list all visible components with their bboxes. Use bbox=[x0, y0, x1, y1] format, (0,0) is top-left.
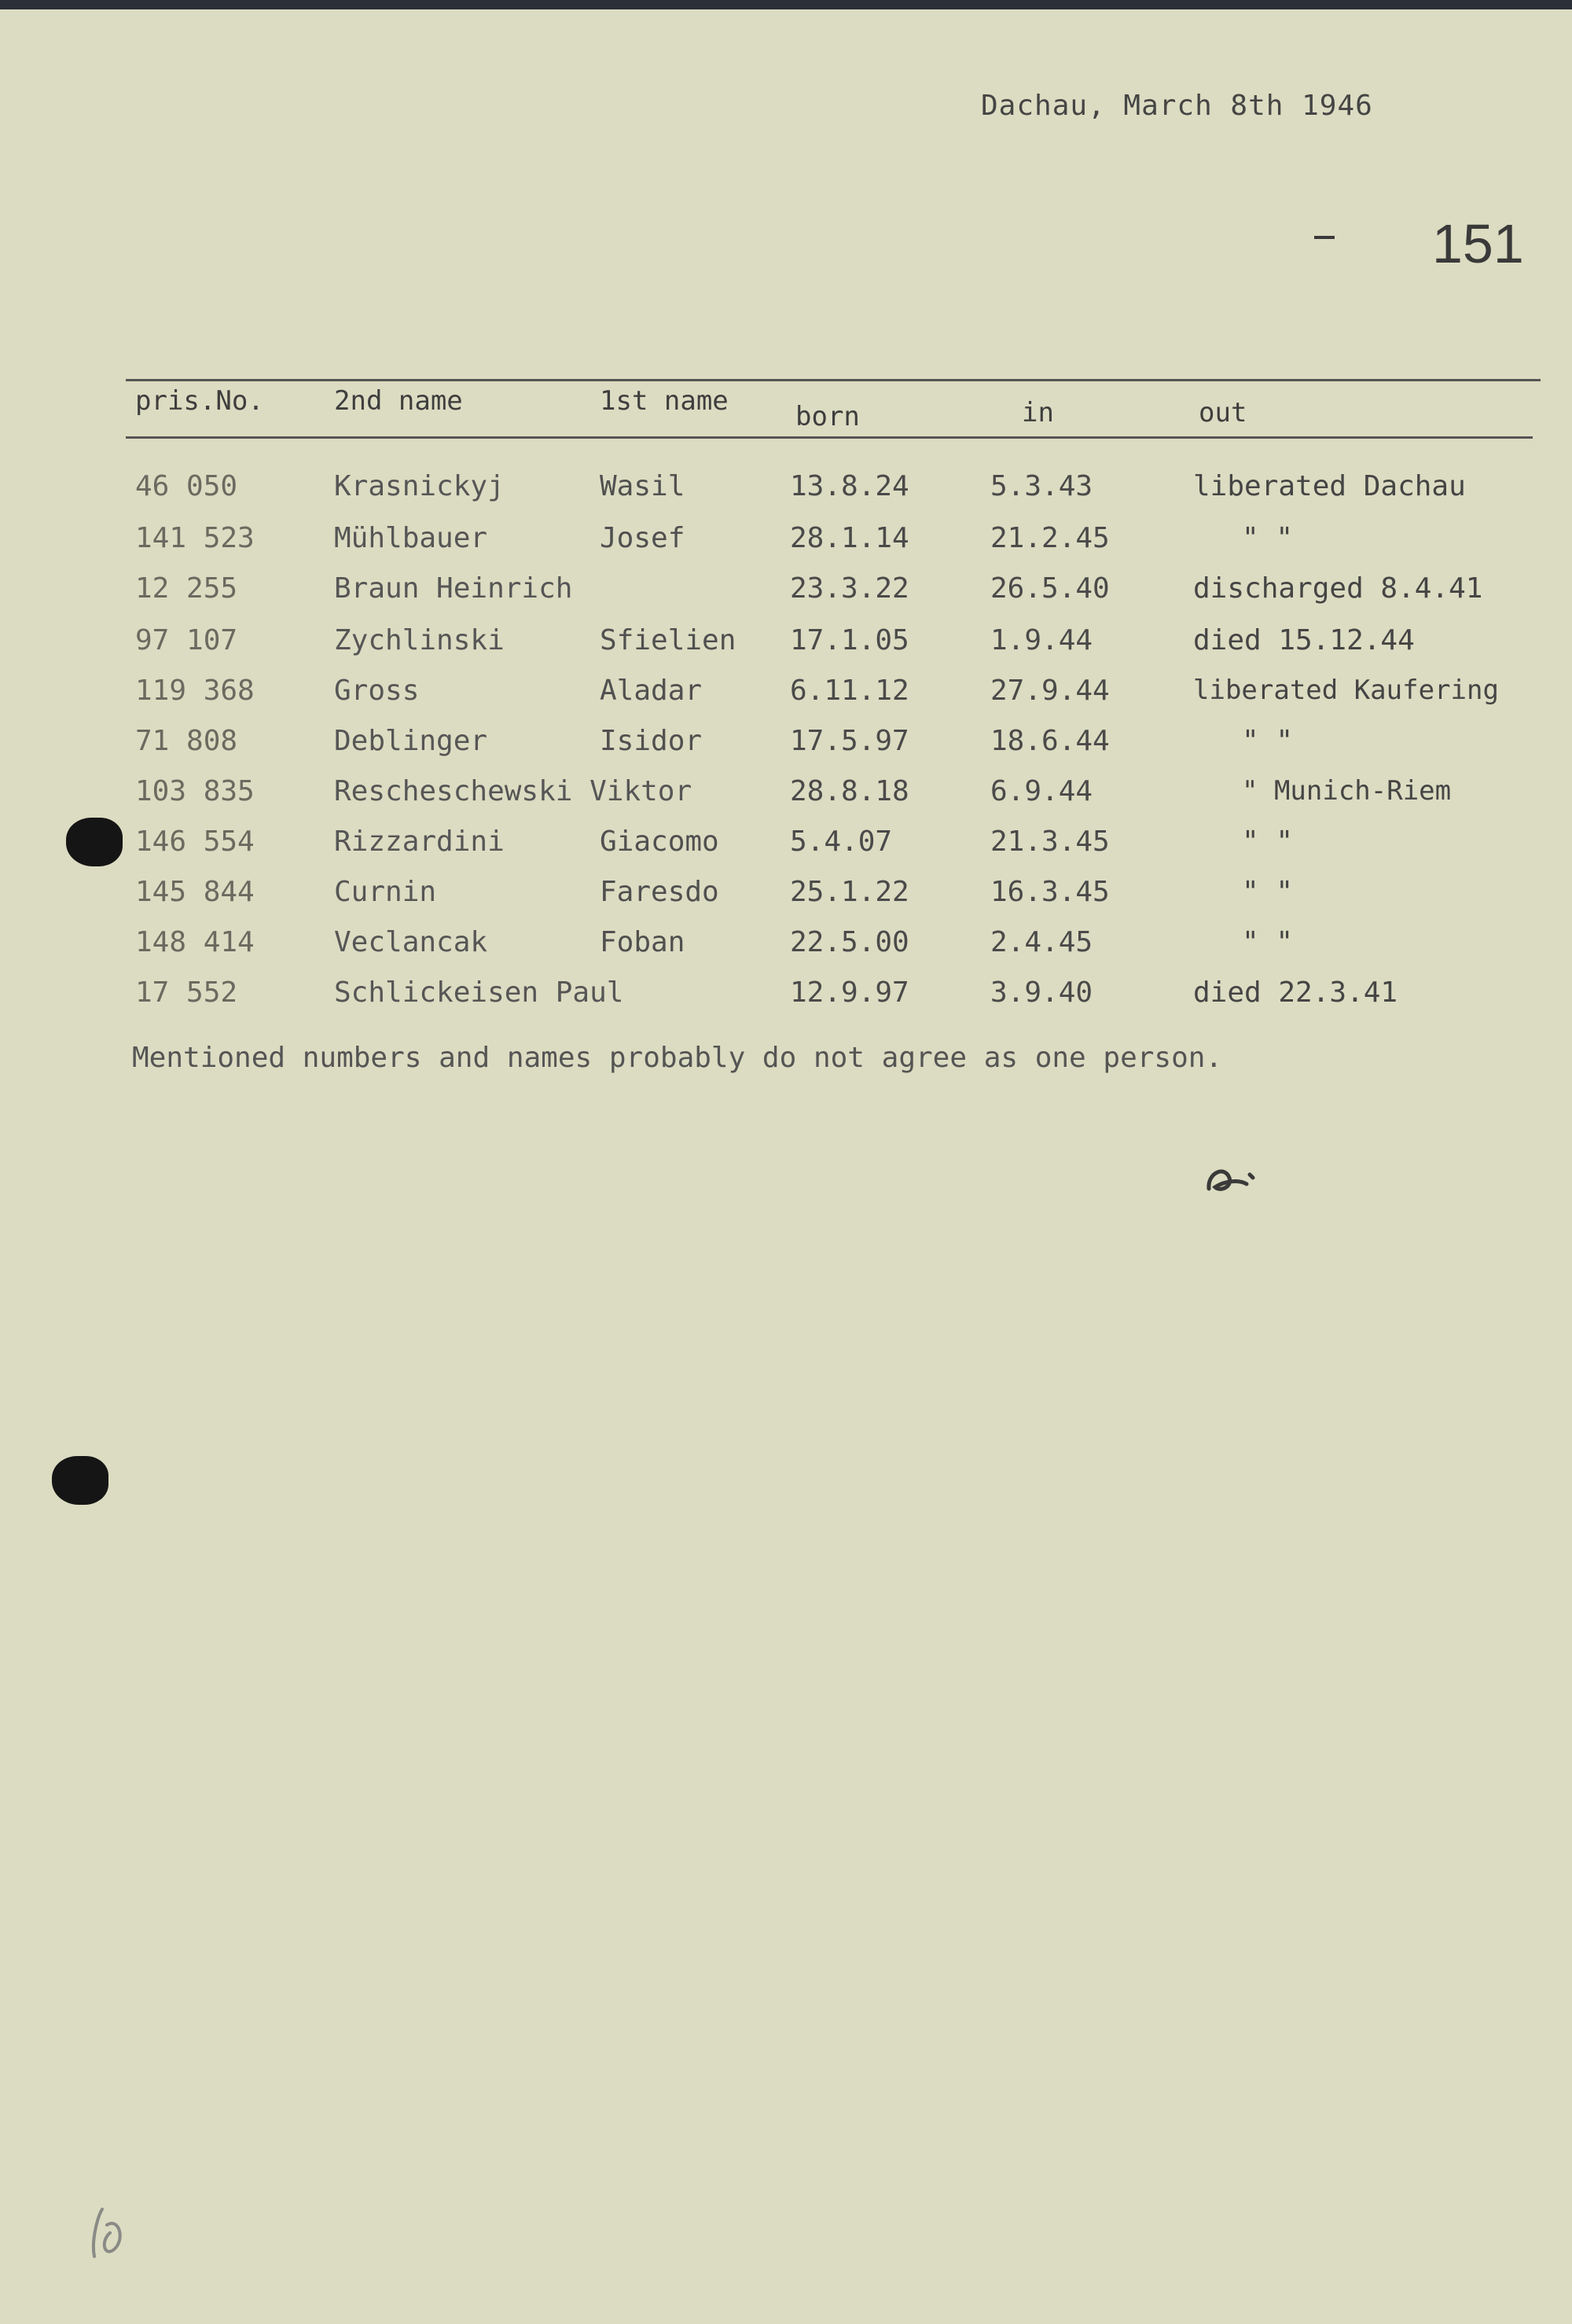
table-row-9-no: 148 414 bbox=[135, 926, 255, 958]
table-row-9-first-name: Foban bbox=[600, 926, 685, 958]
table-row-6-out: " Munich-Riem bbox=[1242, 775, 1452, 807]
table-row-7-out: " " bbox=[1242, 826, 1294, 858]
table-row-4-no: 119 368 bbox=[135, 675, 255, 707]
header-born: born bbox=[795, 401, 860, 432]
table-row-4-born: 6.11.12 bbox=[790, 675, 909, 707]
scan-edge bbox=[0, 0, 1572, 9]
table-row-1-in: 21.2.45 bbox=[990, 522, 1110, 554]
page-mark-dash bbox=[1314, 236, 1335, 239]
table-row-4-out: liberated Kaufering bbox=[1193, 675, 1499, 706]
table-row-2-in: 26.5.40 bbox=[990, 572, 1110, 605]
table-row-3-in: 1.9.44 bbox=[990, 624, 1093, 656]
table-row-0-out: liberated Dachau bbox=[1193, 470, 1466, 502]
table-row-6-born: 28.8.18 bbox=[790, 775, 909, 807]
table-row-6-no: 103 835 bbox=[135, 775, 255, 807]
table-row-0-in: 5.3.43 bbox=[990, 470, 1093, 502]
handwritten-mark bbox=[83, 2193, 138, 2264]
table-row-3-first-name: Sfielien bbox=[600, 624, 736, 656]
table-row-7-last-name: Rizzardini bbox=[334, 826, 505, 858]
table-row-0-no: 46 050 bbox=[135, 470, 238, 502]
table-row-1-no: 141 523 bbox=[135, 522, 255, 554]
footnote: Mentioned numbers and names probably do not agree as one person. bbox=[132, 1042, 1223, 1074]
header-pris-no: pris.No. bbox=[135, 385, 264, 417]
table-row-2-no: 12 255 bbox=[135, 572, 238, 605]
table-row-9-in: 2.4.45 bbox=[990, 926, 1093, 958]
table-row-1-born: 28.1.14 bbox=[790, 522, 909, 554]
table-row-8-no: 145 844 bbox=[135, 876, 255, 908]
table-header-rule bbox=[126, 436, 1533, 439]
table-row-9-last-name: Veclancak bbox=[334, 926, 488, 958]
table-row-0-born: 13.8.24 bbox=[790, 470, 909, 502]
table-row-3-out: died 15.12.44 bbox=[1193, 624, 1415, 656]
table-row-0-last-name: Krasnickyj bbox=[334, 470, 505, 502]
table-row-4-in: 27.9.44 bbox=[990, 675, 1110, 707]
table-row-3-last-name: Zychlinski bbox=[334, 624, 505, 656]
table-row-8-out: " " bbox=[1242, 876, 1294, 908]
table-row-8-first-name: Faresdo bbox=[600, 876, 719, 908]
table-row-2-out: discharged 8.4.41 bbox=[1193, 572, 1483, 605]
table-row-5-first-name: Isidor bbox=[600, 725, 703, 757]
table-row-5-in: 18.6.44 bbox=[990, 725, 1110, 757]
header-2nd-name: 2nd name bbox=[334, 385, 463, 417]
table-row-4-last-name: Gross bbox=[334, 675, 420, 707]
punch-hole bbox=[52, 1456, 108, 1505]
table-row-6-in: 6.9.44 bbox=[990, 775, 1093, 807]
table-top-rule bbox=[126, 379, 1541, 381]
table-row-7-no: 146 554 bbox=[135, 826, 255, 858]
table-row-5-out: " " bbox=[1242, 725, 1294, 757]
table-row-10-no: 17 552 bbox=[135, 976, 238, 1009]
table-row-8-in: 16.3.45 bbox=[990, 876, 1110, 908]
table-row-5-last-name: Deblinger bbox=[334, 725, 488, 757]
header-in: in bbox=[1022, 397, 1054, 428]
header-out: out bbox=[1199, 397, 1247, 428]
table-row-3-born: 17.1.05 bbox=[790, 624, 909, 656]
header-1st-name: 1st name bbox=[600, 385, 729, 417]
table-row-0-first-name: Wasil bbox=[600, 470, 685, 502]
table-row-5-no: 71 808 bbox=[135, 725, 238, 757]
table-row-9-out: " " bbox=[1242, 926, 1294, 958]
table-row-1-first-name: Josef bbox=[600, 522, 685, 554]
punch-hole bbox=[66, 818, 123, 866]
table-row-4-first-name: Aladar bbox=[600, 675, 703, 707]
page-number: 151 bbox=[1432, 213, 1524, 274]
table-row-2-last-name: Braun Heinrich bbox=[334, 572, 573, 605]
table-row-6-last-name: Rescheschewski Viktor bbox=[334, 775, 692, 807]
table-row-5-born: 17.5.97 bbox=[790, 725, 909, 757]
table-row-10-out: died 22.3.41 bbox=[1193, 976, 1398, 1009]
table-row-8-born: 25.1.22 bbox=[790, 876, 909, 908]
signature-initial bbox=[1201, 1157, 1264, 1204]
table-row-7-in: 21.3.45 bbox=[990, 826, 1110, 858]
table-row-10-in: 3.9.40 bbox=[990, 976, 1093, 1009]
table-row-2-born: 23.3.22 bbox=[790, 572, 909, 605]
table-row-10-born: 12.9.97 bbox=[790, 976, 909, 1009]
table-row-3-no: 97 107 bbox=[135, 624, 238, 656]
table-row-9-born: 22.5.00 bbox=[790, 926, 909, 958]
table-row-7-born: 5.4.07 bbox=[790, 826, 893, 858]
place-date: Dachau, March 8th 1946 bbox=[981, 90, 1373, 122]
table-row-8-last-name: Curnin bbox=[334, 876, 437, 908]
table-row-1-last-name: Mühlbauer bbox=[334, 522, 488, 554]
table-row-7-first-name: Giacomo bbox=[600, 826, 719, 858]
table-row-1-out: " " bbox=[1242, 522, 1294, 554]
table-row-10-last-name: Schlickeisen Paul bbox=[334, 976, 624, 1009]
